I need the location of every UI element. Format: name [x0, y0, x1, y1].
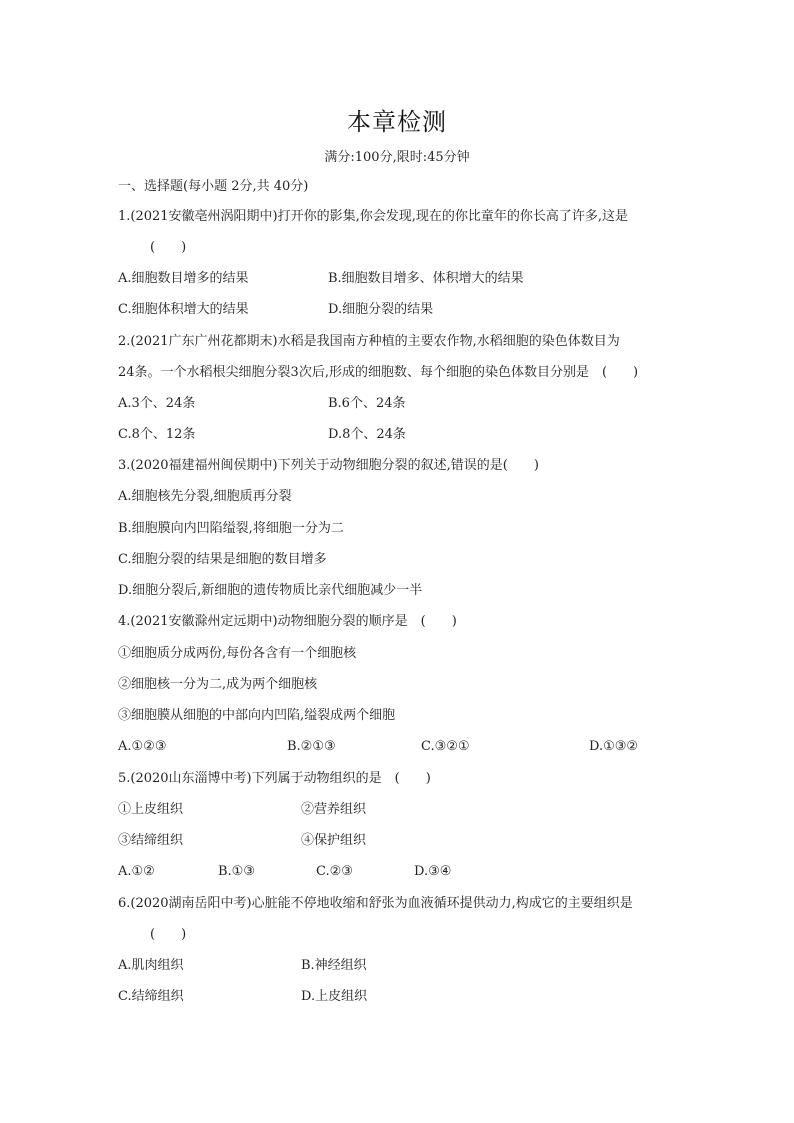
q4-statement-1: ①细胞质分成两份,每份各含有一个细胞核 [118, 646, 357, 661]
q4-option-a: A.①②③ [118, 739, 167, 754]
q2-option-c: C.8个、12条 [118, 427, 196, 442]
q2-stem-line2: 24条。一个水稻根尖细胞分裂3次后,形成的细胞数、每个细胞的染色体数目分别是 ( ) [118, 365, 639, 380]
q3-option-b: B.细胞膜向内凹陷缢裂,将细胞一分为二 [118, 521, 344, 536]
q4-option-d: D.①③② [589, 739, 639, 754]
q3-option-d: D.细胞分裂后,新细胞的遗传物质比亲代细胞减少一半 [118, 583, 423, 598]
q4-statement-3: ③细胞膜从细胞的中部向内凹陷,缢裂成两个细胞 [118, 708, 396, 723]
q2-option-b: B.6个、24条 [328, 396, 406, 411]
q2-option-d: D.8个、24条 [328, 427, 406, 442]
q5-statement-3: ③结缔组织 [118, 833, 184, 848]
q6-stem: 6.(2020湖南岳阳中考)心脏能不停地收缩和舒张为血液循环提供动力,构成它的主要组织是 [118, 896, 633, 911]
q6-option-d: D.上皮组织 [301, 989, 368, 1004]
q5-option-c: C.②③ [316, 864, 353, 879]
q1-option-b: B.细胞数目增多、体积增大的结果 [328, 271, 524, 286]
q3-option-a: A.细胞核先分裂,细胞质再分裂 [118, 489, 292, 504]
q4-option-c: C.③②① [421, 739, 470, 754]
q1-option-d: D.细胞分裂的结果 [328, 302, 434, 317]
q6-option-b: B.神经组织 [301, 958, 367, 973]
q2-option-a: A.3个、24条 [118, 396, 196, 411]
q4-stem: 4.(2021安徽滁州定远期中)动物细胞分裂的顺序是 ( ) [118, 614, 457, 629]
q5-statement-2: ②营养组织 [301, 802, 367, 817]
q5-option-b: B.①③ [218, 864, 255, 879]
q5-statement-1: ①上皮组织 [118, 802, 184, 817]
q2-stem-line1: 2.(2021广东广州花都期末)水稻是我国南方种植的主要农作物,水稻细胞的染色体数目为 [118, 334, 620, 349]
q4-statement-2: ②细胞核一分为二,成为两个细胞核 [118, 677, 318, 692]
q4-option-b: B.②①③ [287, 739, 336, 754]
page-title: 本章检测 [347, 108, 447, 136]
q5-option-a: A.①② [118, 864, 155, 879]
q5-option-d: D.③④ [414, 864, 452, 879]
q6-blank: ( ) [150, 927, 187, 942]
q6-option-c: C.结缔组织 [118, 989, 184, 1004]
q1-option-c: C.细胞体积增大的结果 [118, 302, 249, 317]
q1-stem: 1.(2021安徽亳州涡阳期中)打开你的影集,你会发现,现在的你比童年的你长高了许多,这是 [118, 209, 629, 224]
q1-option-a: A.细胞数目增多的结果 [118, 271, 249, 286]
q5-statement-4: ④保护组织 [301, 833, 367, 848]
exam-info: 满分:100分,限时:45分钟 [324, 150, 470, 165]
q1-blank: ( ) [150, 240, 187, 255]
q6-option-a: A.肌肉组织 [118, 958, 184, 973]
q3-option-c: C.细胞分裂的结果是细胞的数目增多 [118, 552, 327, 567]
q5-stem: 5.(2020山东淄博中考)下列属于动物组织的是 ( ) [118, 771, 431, 786]
section-heading: 一、选择题(每小题 2分,共 40分) [118, 179, 309, 194]
q3-stem: 3.(2020福建福州闽侯期中)下列关于动物细胞分裂的叙述,错误的是( ) [118, 458, 539, 473]
